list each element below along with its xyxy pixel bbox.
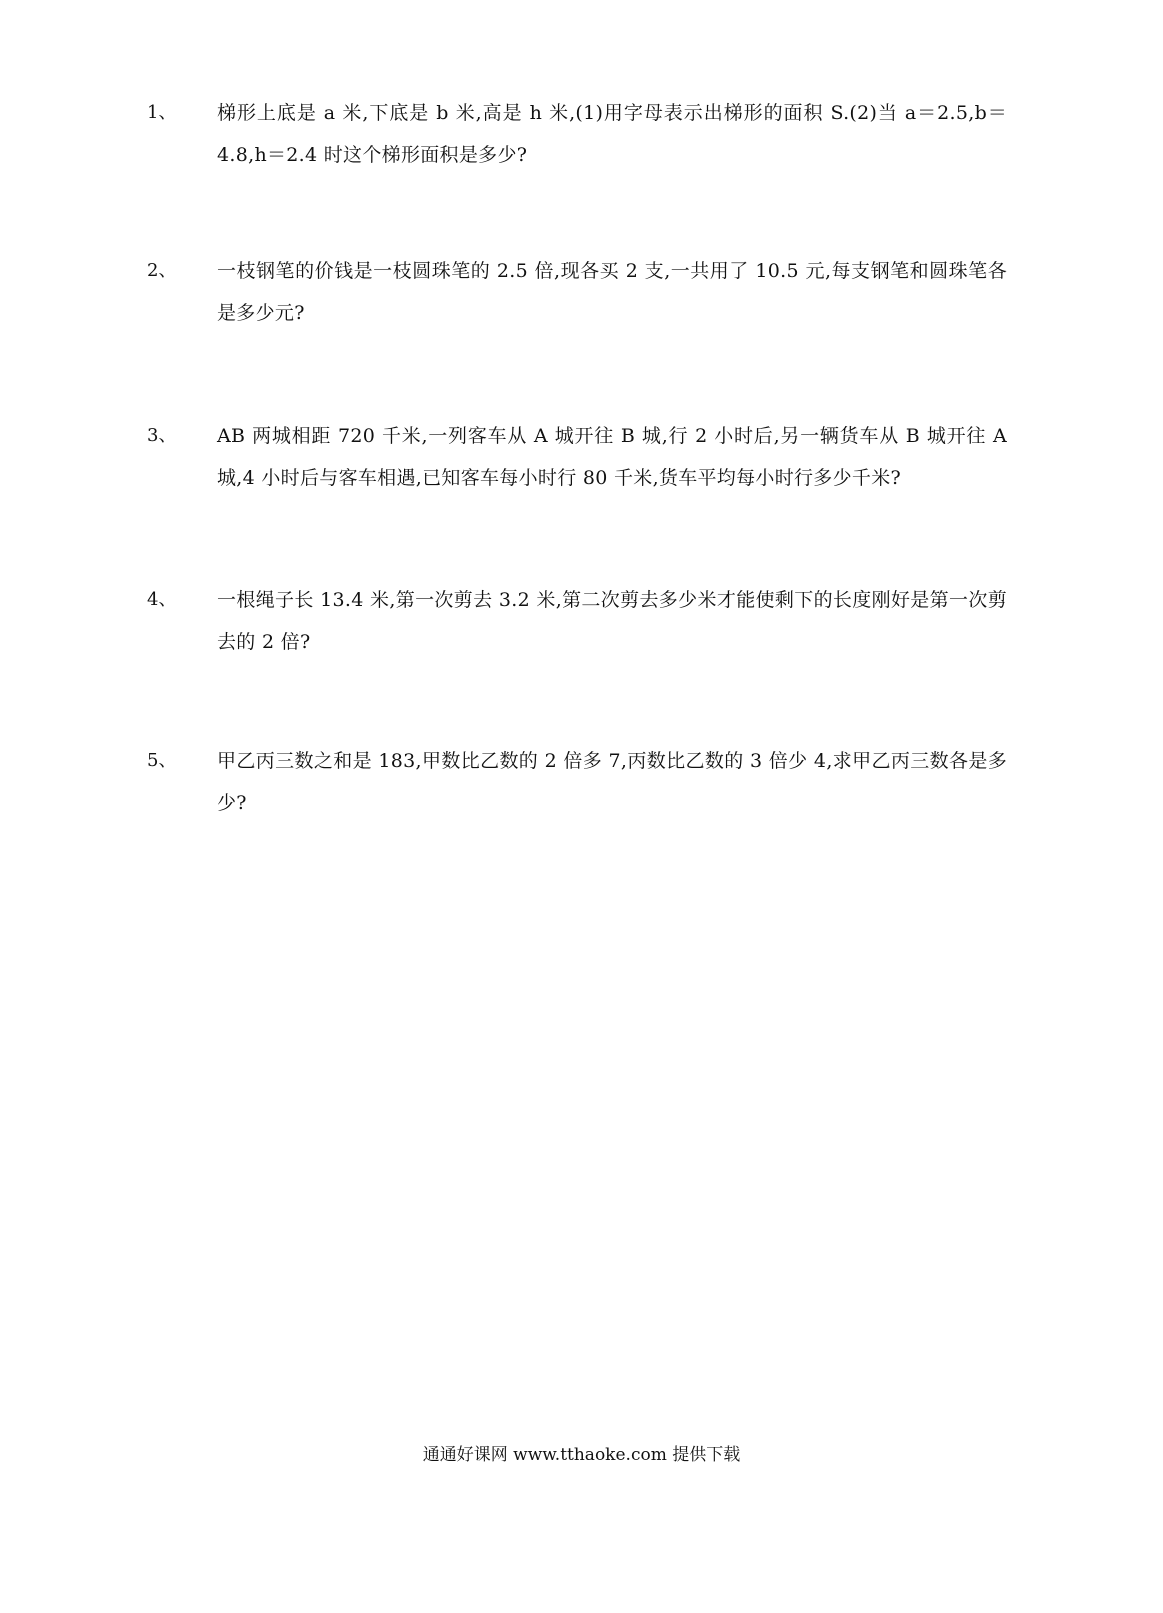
problem-number: 1、 bbox=[147, 102, 177, 123]
problem-text: 一枝钢笔的价钱是一枝圆珠笔的 2.5 倍,现各买 2 支,一共用了 10.5 元,每支钢笔和圆珠笔各是多少元? bbox=[217, 260, 1007, 324]
page-footer: 通通好课网 www.tthaoke.com 提供下载 bbox=[422, 1445, 741, 1465]
problem-text: 梯形上底是 a 米,下底是 b 米,高是 h 米,(1)用字母表示出梯形的面积 S.(2)当 a＝2.5,b＝4.8,h＝2.4 时这个梯形面积是多少? bbox=[217, 102, 1007, 166]
problem-text: AB 两城相距 720 千米,一列客车从 A 城开往 B 城,行 2 小时后,另一辆货车从 B 城开往 A 城,4 小时后与客车相遇,已知客车每小时行 80 千米,货车平均每小时行多少千米? bbox=[217, 425, 1007, 489]
problem-number: 3、 bbox=[147, 425, 177, 446]
problem-number: 4、 bbox=[147, 589, 177, 610]
problem-text: 甲乙丙三数之和是 183,甲数比乙数的 2 倍多 7,丙数比乙数的 3 倍少 4,求甲乙丙三数各是多少? bbox=[217, 750, 1007, 814]
problem-number: 2、 bbox=[147, 260, 177, 281]
problem-text: 一根绳子长 13.4 米,第一次剪去 3.2 米,第二次剪去多少米才能使剩下的长度刚好是第一次剪去的 2 倍? bbox=[217, 589, 1007, 653]
problem-number: 5、 bbox=[147, 750, 177, 771]
